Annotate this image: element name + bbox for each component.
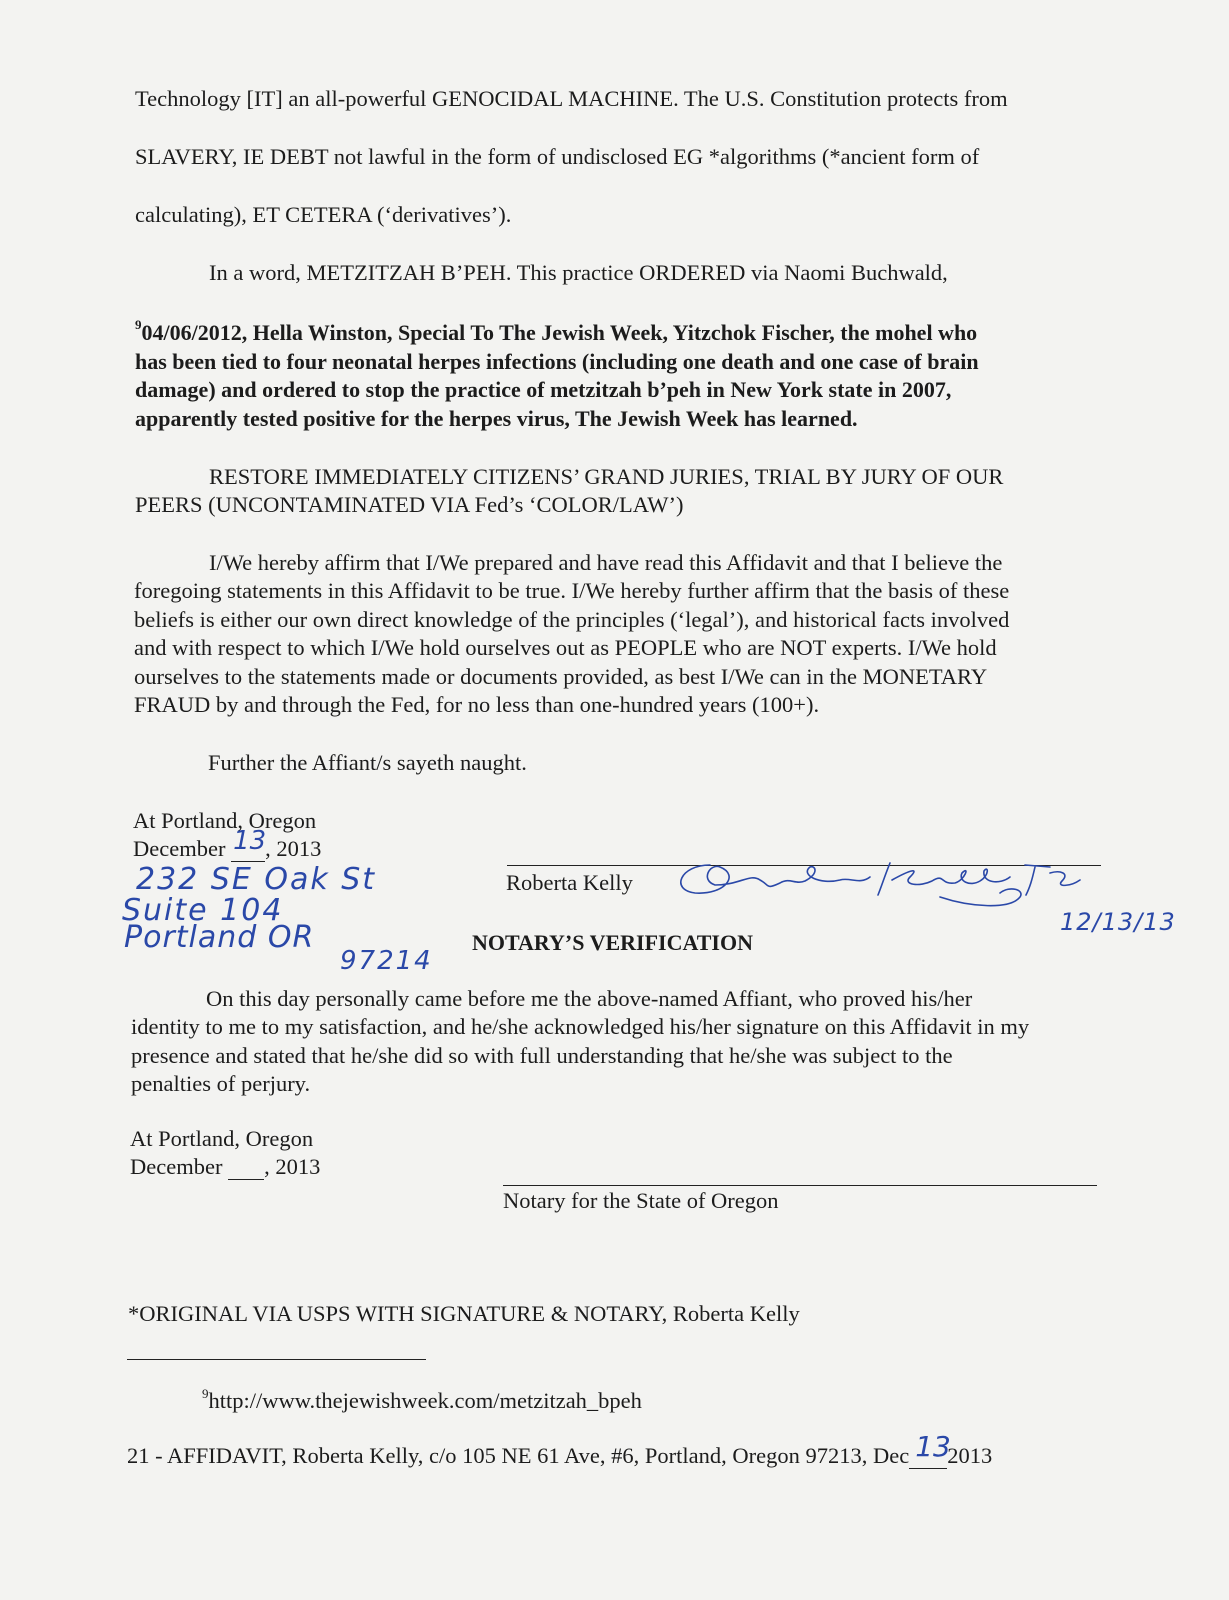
body-line: beliefs is either our own direct knowledge of the principles (‘legal’), and historical facts involved [134, 607, 1010, 632]
body-line: ourselves to the statements made or documents provided, as best I/We can in the MONETARY [134, 664, 988, 689]
footnote-url: http://www.thejewishweek.com/metzitzah_bpeh [208, 1388, 642, 1413]
handwritten-footer-day: 13 [915, 1430, 951, 1463]
notary-text-line: presence and stated that he/she did so with full understanding that he/she was subject to the [131, 1043, 953, 1068]
original-note: *ORIGINAL VIA USPS WITH SIGNATURE & NOTARY, Roberta Kelly [128, 1301, 800, 1326]
body-line: In a word, METZITZAH B’PEH. This practice ORDERED via Naomi Buchwald, [209, 260, 948, 285]
handwritten-day: 13 [233, 826, 267, 856]
affiant-date: December 13 , 2013 [133, 826, 322, 861]
quote-line: damage) and ordered to stop the practice of metzitzah b’peh in New York state in 2007, [135, 377, 952, 402]
signer-name: Roberta Kelly [506, 870, 633, 895]
quote-line: has been tied to four neonatal herpes infections (including one death and one case of brain [135, 349, 979, 374]
handwritten-address-line: Suite 104 [122, 893, 284, 928]
notary-text-line: On this day personally came before me the above-named Affiant, who proved his/her [206, 986, 973, 1011]
page-footer: 21 - AFFIDAVIT, Roberta Kelly, c/o 105 NE 61 Ave, #6, Portland, Oregon 97213, Dec 13 2013 [127, 1430, 993, 1468]
body-line: Technology [IT] an all-powerful GENOCIDAL MACHINE. The U.S. Constitution protects from [135, 86, 1008, 111]
handwritten-address-line: 97214 [340, 946, 433, 976]
footnote-separator [127, 1359, 426, 1360]
body-line: Further the Affiant/s sayeth naught. [208, 750, 527, 775]
body-line: I/We hereby affirm that I/We prepared and have read this Affidavit and that I believe the [209, 550, 1003, 575]
body-line: FRAUD by and through the Fed, for no less than one-hundred years (100+). [134, 692, 820, 717]
body-line: RESTORE IMMEDIATELY CITIZENS’ GRAND JURIES, TRIAL BY JURY OF OUR [209, 464, 1004, 489]
body-line: calculating), ET CETERA (‘derivatives’). [135, 202, 512, 227]
quote-line: apparently tested positive for the herpes virus, The Jewish Week has learned. [135, 406, 858, 431]
body-line: foregoing statements in this Affidavit to be true. I/We hereby further affirm that the basis of these [134, 578, 1010, 603]
notary-place: At Portland, Oregon [130, 1126, 314, 1151]
body-line: SLAVERY, IE DEBT not lawful in the form of undisclosed EG *algorithms (*ancient form of [135, 144, 980, 169]
handwritten-address-line: Portland OR [124, 920, 315, 955]
notary-date: December , 2013 [130, 1154, 321, 1179]
footnote [202, 1386, 642, 1413]
notary-text-line: identity to me to my satisfaction, and he/she acknowledged his/her signature on this Affidavit in my [131, 1014, 1030, 1039]
handwritten-signature-date: 12/13/13 [1060, 908, 1176, 936]
notary-signature-caption: Notary for the State of Oregon [503, 1188, 779, 1213]
notary-signature-line [503, 1185, 1097, 1186]
body-line: and with respect to which I/We hold ourselves out as PEOPLE who are NOT experts. I/We hold [134, 635, 997, 660]
footnote-mark: 9 [202, 1386, 209, 1401]
body-line: PEERS (UNCONTAMINATED VIA Fed’s ‘COLOR/LAW’) [135, 492, 684, 517]
notary-heading: NOTARY’S VERIFICATION [472, 930, 753, 955]
quote-line: $^9$04/06/2012, Hella Winston, Special To The Jewish Week, Yitzchok Fischer, the mohel who [135, 317, 978, 345]
handwritten-signature [670, 855, 1110, 925]
affiant-place: At Portland, Oregon [133, 808, 317, 833]
footnote-marker: 9 [135, 317, 142, 332]
notary-text-line: penalties of perjury. [131, 1071, 311, 1096]
handwritten-address-line: 232 SE Oak St [136, 862, 377, 897]
